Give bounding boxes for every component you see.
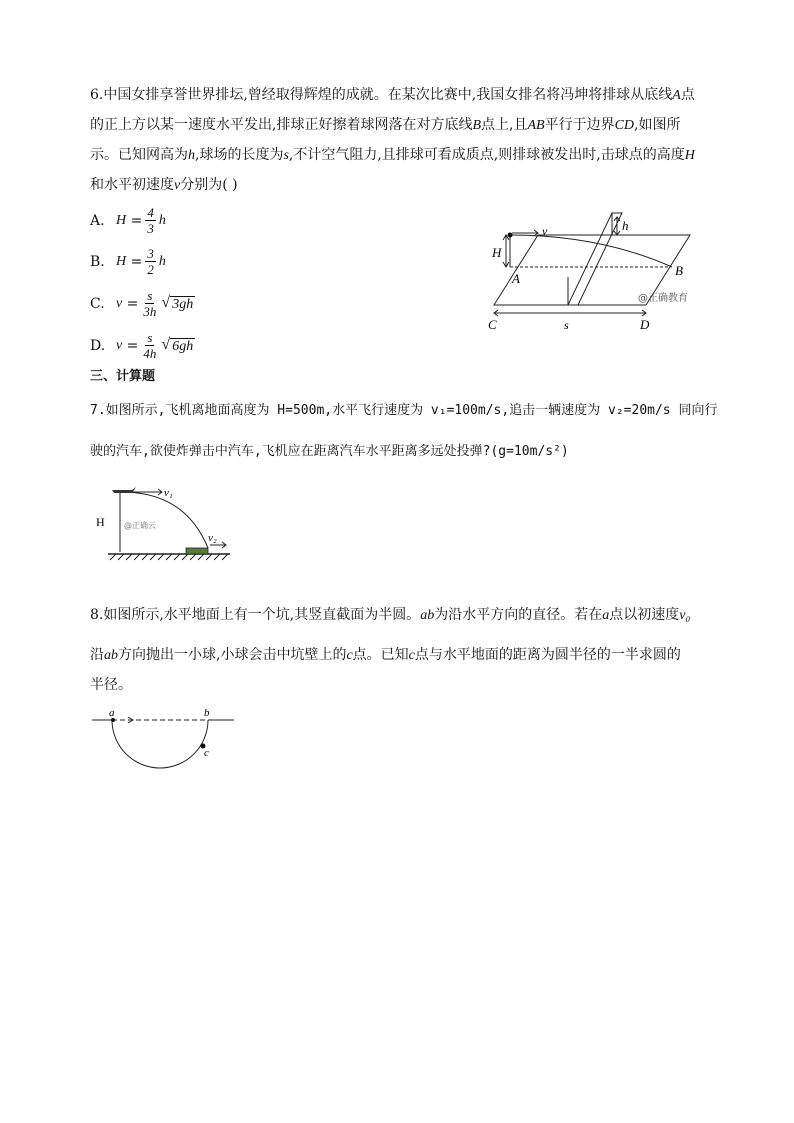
q8-var-a: a	[602, 608, 610, 623]
option-fraction	[145, 246, 156, 277]
option-label: D.	[90, 337, 106, 354]
net-front	[568, 213, 622, 305]
label-c: c	[204, 747, 209, 759]
q7-plane-figure	[90, 478, 240, 568]
label-B: B	[675, 263, 683, 278]
q6-line-2	[90, 116, 680, 135]
q6-var-ab: AB	[527, 118, 545, 133]
q6-text: ,如图所	[634, 117, 681, 133]
q6-var-h: h	[188, 148, 195, 163]
sqrt-radicand: 3gh	[172, 297, 194, 312]
label-H: H	[492, 245, 502, 260]
q8-line-2	[90, 646, 681, 665]
q6-text: 的正上方以某一速度水平发出,排球正好擦着球网落在对方底线	[90, 117, 473, 133]
option-lhs: v	[116, 295, 123, 311]
label-s: s	[564, 318, 569, 332]
label-H: H	[96, 515, 105, 529]
frac-num: 4	[147, 205, 154, 220]
option-tail: h	[158, 253, 166, 269]
q6-court-figure	[480, 205, 710, 335]
option-lhs: H	[116, 212, 127, 228]
option-fraction	[145, 205, 156, 236]
q6-text: 平行于边界	[544, 117, 615, 133]
q8-pit-figure	[88, 706, 238, 776]
sqrt-sign-icon: √	[161, 336, 171, 353]
q6-var-cd: CD	[614, 118, 635, 133]
frac-num: 3	[147, 246, 154, 261]
q7-line-1: 7.如图所示,飞机离地面高度为 H=500m,水平飞行速度为 v₁=100m/s,追击一辆速度为 v₂=20m/s 同向行	[90, 403, 718, 418]
q6-var-s: s	[283, 148, 289, 163]
semicircle	[112, 720, 208, 768]
q6-line-3	[90, 146, 695, 165]
option-eq: =	[126, 295, 139, 312]
q8-var-v0: v₀	[679, 608, 691, 623]
q6-text: 点	[680, 87, 695, 103]
q6-text: 点上,且	[481, 117, 528, 133]
ball	[508, 233, 513, 238]
watermark: @正确云	[124, 521, 156, 530]
q6-var-v: v	[174, 178, 181, 193]
q8-text: 沿	[90, 647, 104, 663]
option-fraction	[141, 330, 158, 361]
frac-den: 2	[147, 262, 154, 277]
frac-den: 3	[147, 221, 154, 236]
label-C: C	[488, 317, 497, 332]
q8-text: 点。已知	[352, 647, 409, 663]
q7-line-2: 驶的汽车,欲使炸弹击中汽车,飞机应在距离汽车水平距离多远处投弹?(g=10m/s²)	[90, 444, 569, 459]
q8-text: 8.如图所示,水平地面上有一个坑,其竖直截面为半圆。	[90, 607, 421, 623]
q6-var-H: H	[684, 148, 695, 163]
q6-line-4	[90, 176, 238, 195]
option-lhs: H	[116, 253, 127, 269]
q6-line-1	[90, 86, 695, 105]
q8-var-c: c	[346, 648, 353, 663]
q6-option-a	[90, 205, 166, 236]
bomb-trajectory	[122, 492, 208, 548]
q6-text: 示。已知网高为	[90, 147, 188, 163]
frac-num: s	[147, 330, 153, 345]
watermark: @正确教育	[638, 293, 688, 304]
option-label: B.	[90, 253, 105, 270]
option-sqrt	[161, 336, 195, 355]
q8-text: 为沿水平方向的直径。若在	[434, 607, 603, 623]
frac-num: s	[147, 288, 153, 303]
q8-var-c: c	[408, 648, 415, 663]
label-h: h	[622, 218, 629, 233]
q6-option-c	[90, 288, 195, 319]
label-v1: v₁	[164, 487, 173, 499]
frac-den: 4h	[143, 346, 157, 361]
sqrt-sign-icon: √	[161, 294, 171, 311]
option-tail: h	[158, 212, 166, 228]
label-a: a	[109, 707, 115, 719]
label-v2: v₂	[208, 532, 217, 544]
option-label: A.	[90, 212, 105, 229]
sqrt-radicand: 6gh	[172, 339, 194, 354]
label-A: A	[512, 271, 520, 286]
q8-line-1	[90, 606, 690, 625]
q8-line-3: 半径。	[90, 677, 132, 693]
q8-text: 点以初速度	[609, 607, 680, 623]
section-heading: 三、计算题	[90, 369, 156, 384]
q6-text: ,不计空气阻力,且排球可看成质点,则排球被发出时,击球点的高度	[288, 147, 685, 163]
option-lhs: v	[116, 337, 123, 353]
q6-text: 6.中国女排享誉世界排坛,曾经取得辉煌的成就。在某次比赛中,我国女排名将冯坤将排球从底线	[90, 87, 673, 103]
option-label: C.	[90, 295, 105, 312]
option-eq: =	[126, 337, 139, 354]
label-D: D	[640, 317, 650, 332]
label-b: b	[204, 707, 210, 719]
q6-option-d	[90, 330, 195, 361]
frac-den: 3h	[143, 304, 157, 319]
option-eq: =	[130, 212, 143, 229]
q8-text: 点与水平地面的距离为圆半径的一半求圆的	[414, 647, 681, 663]
option-fraction	[141, 288, 158, 319]
q6-text: 分别为( )	[180, 177, 238, 193]
q6-option-b	[90, 246, 166, 277]
label-v: v	[542, 224, 548, 238]
trajectory	[510, 235, 672, 267]
car-icon	[186, 548, 208, 554]
q6-text: ,球场的长度为	[195, 147, 284, 163]
q8-text: 方向抛出一小球,小球会击中坑壁上的	[118, 647, 347, 663]
option-sqrt	[161, 294, 195, 313]
plane-icon	[112, 487, 136, 493]
q6-var-a: A	[672, 88, 681, 103]
q6-text: 和水平初速度	[90, 177, 174, 193]
q8-var-ab: ab	[104, 648, 118, 663]
q8-var-ab: ab	[420, 608, 435, 623]
q6-var-b: B	[472, 118, 482, 133]
option-eq: =	[130, 253, 143, 270]
